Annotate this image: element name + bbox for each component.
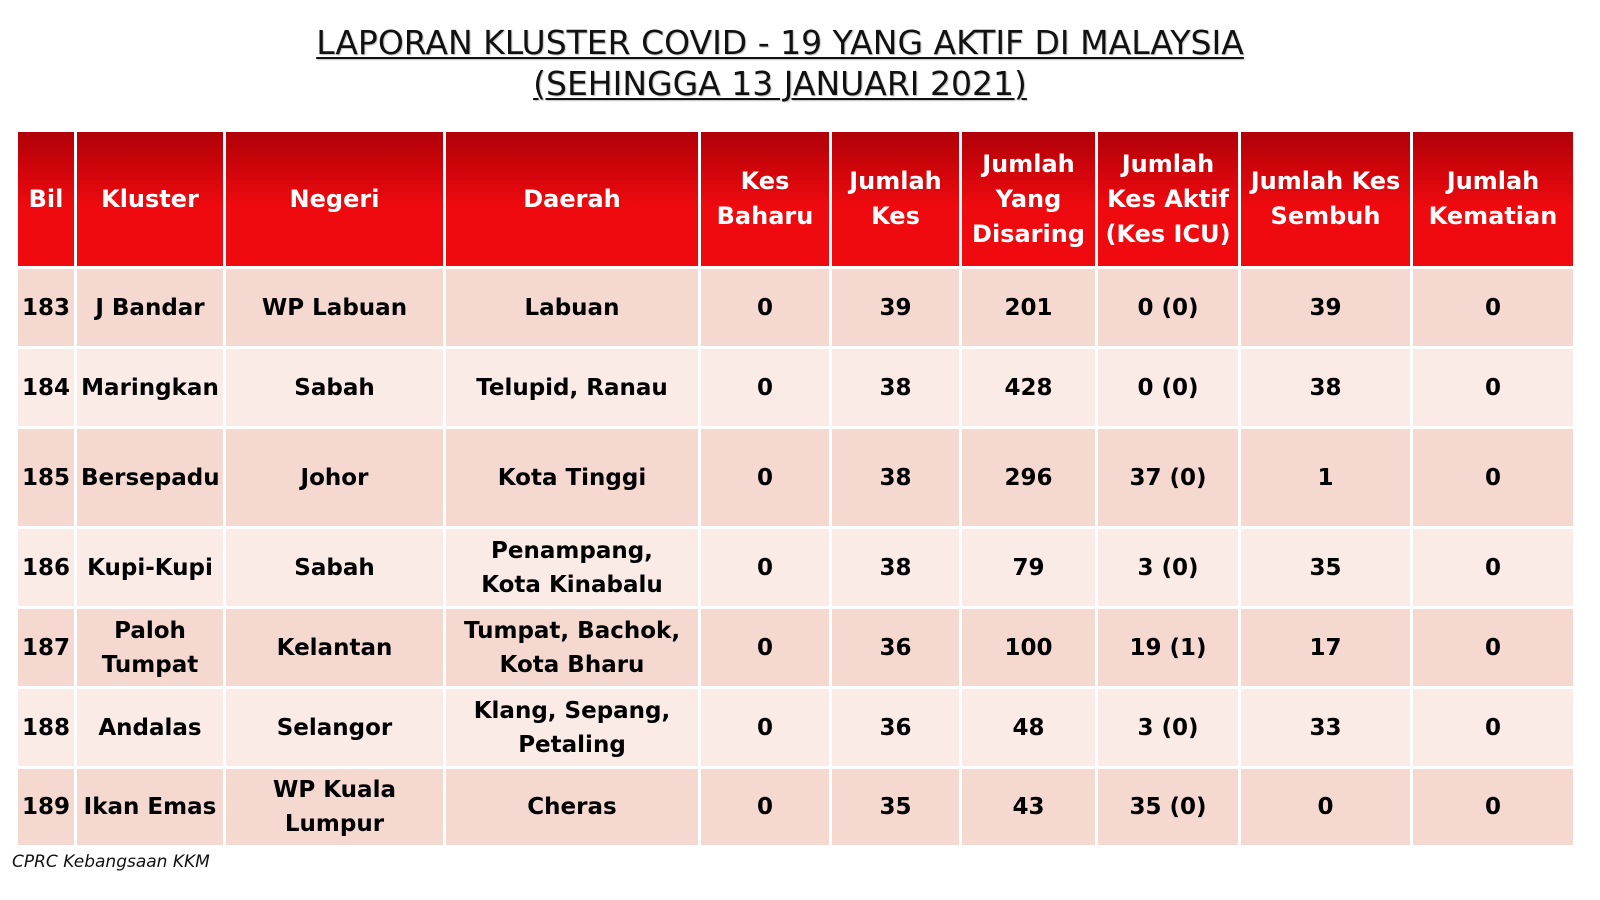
cell-negeri: WP Kuala Lumpur bbox=[226, 769, 443, 845]
cell-daerah: Cheras bbox=[446, 769, 698, 845]
cell-kes-aktif: 3 (0) bbox=[1098, 529, 1238, 606]
cell-kes-aktif: 37 (0) bbox=[1098, 429, 1238, 526]
cell-kluster: Maringkan bbox=[77, 349, 223, 426]
cell-kes-baharu: 0 bbox=[701, 609, 829, 686]
cell-kes-aktif: 35 (0) bbox=[1098, 769, 1238, 845]
cell-negeri: Johor bbox=[226, 429, 443, 526]
cell-kes-baharu: 0 bbox=[701, 429, 829, 526]
cell-jumlah-kes: 38 bbox=[832, 349, 959, 426]
cell-jumlah-disaring: 48 bbox=[962, 689, 1095, 766]
report-title bbox=[0, 22, 1560, 104]
header-kes-sembuh: Jumlah Kes Sembuh bbox=[1241, 132, 1410, 266]
table-row bbox=[18, 609, 1573, 686]
cell-negeri: Selangor bbox=[226, 689, 443, 766]
cell-kes-baharu: 0 bbox=[701, 769, 829, 845]
cell-kes-baharu: 0 bbox=[701, 689, 829, 766]
cell-daerah: Telupid, Ranau bbox=[446, 349, 698, 426]
cell-kes-aktif: 0 (0) bbox=[1098, 269, 1238, 346]
cell-jumlah-kes: 36 bbox=[832, 689, 959, 766]
cell-bil: 188 bbox=[18, 689, 74, 766]
cell-negeri: WP Labuan bbox=[226, 269, 443, 346]
cell-kluster: J Bandar bbox=[77, 269, 223, 346]
cell-bil: 186 bbox=[18, 529, 74, 606]
cell-jumlah-kes: 38 bbox=[832, 429, 959, 526]
cell-jumlah-kes: 36 bbox=[832, 609, 959, 686]
cell-bil: 185 bbox=[18, 429, 74, 526]
cell-kematian: 0 bbox=[1413, 269, 1573, 346]
cell-kes-baharu: 0 bbox=[701, 349, 829, 426]
cell-jumlah-kes: 35 bbox=[832, 769, 959, 845]
cell-kluster: Andalas bbox=[77, 689, 223, 766]
table-row bbox=[18, 689, 1573, 766]
cell-daerah: Kota Tinggi bbox=[446, 429, 698, 526]
header-kes-aktif: Jumlah Kes Aktif (Kes ICU) bbox=[1098, 132, 1238, 266]
cell-kes-aktif: 0 (0) bbox=[1098, 349, 1238, 426]
cell-kluster: Ikan Emas bbox=[77, 769, 223, 845]
header-kematian: Jumlah Kematian bbox=[1413, 132, 1573, 266]
cell-kematian: 0 bbox=[1413, 609, 1573, 686]
table-row bbox=[18, 269, 1573, 346]
cell-jumlah-disaring: 43 bbox=[962, 769, 1095, 845]
cell-negeri: Sabah bbox=[226, 349, 443, 426]
cell-kes-sembuh: 39 bbox=[1241, 269, 1410, 346]
cell-kes-sembuh: 1 bbox=[1241, 429, 1410, 526]
cell-kes-sembuh: 38 bbox=[1241, 349, 1410, 426]
cell-kes-baharu: 0 bbox=[701, 269, 829, 346]
cell-bil: 187 bbox=[18, 609, 74, 686]
cell-daerah: Labuan bbox=[446, 269, 698, 346]
cell-kluster: Kupi-Kupi bbox=[77, 529, 223, 606]
header-kes-baharu: Kes Baharu bbox=[701, 132, 829, 266]
table-row bbox=[18, 769, 1573, 845]
title-line-1: LAPORAN KLUSTER COVID - 19 YANG AKTIF DI MALAYSIA bbox=[316, 23, 1244, 62]
cell-kes-sembuh: 35 bbox=[1241, 529, 1410, 606]
cell-kluster: Bersepadu bbox=[77, 429, 223, 526]
cell-kes-sembuh: 33 bbox=[1241, 689, 1410, 766]
cell-kluster: Paloh Tumpat bbox=[77, 609, 223, 686]
cell-jumlah-disaring: 201 bbox=[962, 269, 1095, 346]
cell-bil: 183 bbox=[18, 269, 74, 346]
cell-negeri: Kelantan bbox=[226, 609, 443, 686]
cell-kes-aktif: 3 (0) bbox=[1098, 689, 1238, 766]
cell-jumlah-disaring: 79 bbox=[962, 529, 1095, 606]
header-jumlah-disaring: Jumlah Yang Disaring bbox=[962, 132, 1095, 266]
cell-kes-aktif: 19 (1) bbox=[1098, 609, 1238, 686]
cell-kematian: 0 bbox=[1413, 429, 1573, 526]
cell-daerah: Tumpat, Bachok, Kota Bharu bbox=[446, 609, 698, 686]
cell-kematian: 0 bbox=[1413, 689, 1573, 766]
table-row bbox=[18, 529, 1573, 606]
table-row bbox=[18, 429, 1573, 526]
header-bil: Bil bbox=[18, 132, 74, 266]
table-row bbox=[18, 349, 1573, 426]
header-daerah: Daerah bbox=[446, 132, 698, 266]
cell-kes-sembuh: 0 bbox=[1241, 769, 1410, 845]
header-jumlah-kes: Jumlah Kes bbox=[832, 132, 959, 266]
cell-jumlah-disaring: 296 bbox=[962, 429, 1095, 526]
cell-jumlah-kes: 39 bbox=[832, 269, 959, 346]
cell-bil: 189 bbox=[18, 769, 74, 845]
header-kluster: Kluster bbox=[77, 132, 223, 266]
cell-jumlah-disaring: 428 bbox=[962, 349, 1095, 426]
source-footer: CPRC Kebangsaan KKM bbox=[12, 852, 210, 872]
header-negeri: Negeri bbox=[226, 132, 443, 266]
cell-kes-baharu: 0 bbox=[701, 529, 829, 606]
cluster-table bbox=[15, 129, 1576, 848]
cell-bil: 184 bbox=[18, 349, 74, 426]
title-line-2: (SEHINGGA 13 JANUARI 2021) bbox=[533, 64, 1027, 103]
cell-jumlah-disaring: 100 bbox=[962, 609, 1095, 686]
cell-negeri: Sabah bbox=[226, 529, 443, 606]
table-header-row bbox=[18, 132, 1573, 266]
cell-kematian: 0 bbox=[1413, 529, 1573, 606]
cell-kematian: 0 bbox=[1413, 769, 1573, 845]
cell-jumlah-kes: 38 bbox=[832, 529, 959, 606]
cell-daerah: Klang, Sepang, Petaling bbox=[446, 689, 698, 766]
cell-daerah: Penampang, Kota Kinabalu bbox=[446, 529, 698, 606]
cell-kes-sembuh: 17 bbox=[1241, 609, 1410, 686]
cell-kematian: 0 bbox=[1413, 349, 1573, 426]
